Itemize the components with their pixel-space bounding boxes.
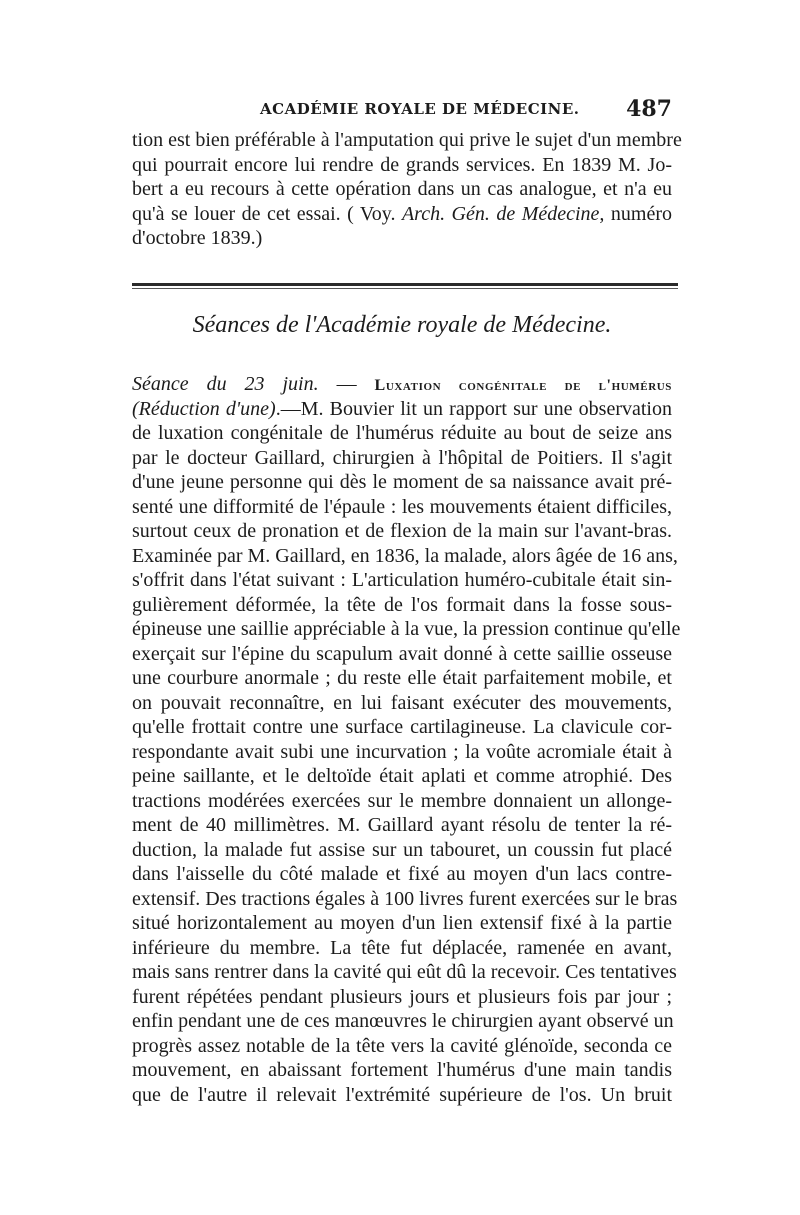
seance-date: Séance du 23 juin. bbox=[132, 373, 319, 395]
running-title: ACADÉMIE ROYALE DE MÉDECINE. bbox=[260, 100, 580, 118]
text-line: peine saillante, et le deltoïde était aplati et comme atrophié. Des bbox=[132, 765, 672, 787]
text-line: bert a eu recours à cette opération dans un cas analogue, et n'a eu bbox=[132, 178, 672, 200]
text-line: épineuse une saillie appréciable à la vue, la pression continue qu'elle bbox=[132, 618, 681, 640]
text-line: tion est bien préférable à l'amputation qui prive le sujet d'un membre bbox=[132, 129, 682, 151]
text-line: d'octobre 1839.) bbox=[132, 227, 263, 249]
heading-dash: — bbox=[318, 373, 375, 395]
citation-prefix: qu'à se louer de cet essai. ( Voy. bbox=[132, 202, 402, 225]
seance-subheading: (Réduction d'une) bbox=[132, 397, 276, 420]
page-number: 487 bbox=[626, 96, 672, 122]
text-line: surtout ceux de pronation et de flexion de la main sur l'avant-bras. bbox=[132, 520, 672, 542]
seance-heading-caps: Luxation congénitale de l'humérus bbox=[374, 377, 673, 394]
text-line: ment de 40 millimètres. M. Gaillard ayant résolu de tenter la ré- bbox=[132, 814, 672, 836]
text-line: de luxation congénitale de l'humérus réduite au bout de seize ans bbox=[132, 422, 672, 444]
section-divider bbox=[132, 283, 678, 291]
text-line: senté une difformité de l'épaule : les mouvements étaient difficiles, bbox=[132, 495, 672, 518]
text-line: on pouvait reconnaître, en lui faisant exécuter des mouvements, bbox=[132, 691, 672, 714]
divider-thick-rule bbox=[132, 283, 678, 286]
text-line: furent répétées pendant plusieurs jours et plusieurs fois par jour ; bbox=[132, 985, 672, 1008]
text-line: une courbure anormale ; du reste elle était parfaitement mobile, et bbox=[132, 667, 672, 689]
text-line: s'offrit dans l'état suivant : L'articulation huméro-cubitale était sin- bbox=[132, 569, 672, 591]
text-line: qu'elle frottait contre une surface cartilagineuse. La clavicule cor- bbox=[132, 716, 672, 738]
text-line: gulièrement déformée, la tête de l'os formait dans la fosse sous- bbox=[132, 593, 672, 616]
page-header bbox=[132, 96, 672, 124]
text-line: inférieure du membre. La tête fut déplacée, ramenée en avant, bbox=[132, 936, 672, 959]
text-line: mais sans rentrer dans la cavité qui eût dû la recevoir. Ces tentatives bbox=[132, 961, 677, 983]
text-line: respondante avait subi une incurvation ; la voûte acromiale était à bbox=[132, 740, 672, 763]
text-line: tractions modérées exercées sur le membre donnaient un allonge- bbox=[132, 789, 672, 812]
citation-journal: Arch. Gén. de Médecine, bbox=[401, 202, 605, 225]
text-line bbox=[132, 202, 672, 227]
text-line: dans l'aisselle du côté malade et fixé au moyen d'un lacs contre- bbox=[132, 863, 672, 885]
text-line: par le docteur Gaillard, chirurgien à l'hôpital de Poitiers. Il s'agit bbox=[132, 446, 672, 469]
seance-paragraph bbox=[132, 372, 681, 1107]
text-line: que de l'autre il relevait l'extrémité supérieure de l'os. Un bruit bbox=[132, 1083, 672, 1106]
text-line: qui pourrait encore lui rendre de grands services. En 1839 M. Jo- bbox=[132, 153, 672, 176]
text-line: progrès assez notable de la tête vers la cavité glénoïde, seconda ce bbox=[132, 1034, 672, 1057]
text-line: enfin pendant une de ces manœuvres le chirurgien ayant observé un bbox=[132, 1010, 674, 1032]
section-title: Séances de l'Académie royale de Médecine. bbox=[192, 312, 612, 338]
seance-heading-line bbox=[132, 372, 672, 397]
text-line: exerçait sur l'épine du scapulum avait donné à cette saillie osseuse bbox=[132, 642, 672, 665]
first-line-tail: .—M. Bouvier lit un rapport sur une observation bbox=[275, 397, 672, 420]
text-line: Examinée par M. Gaillard, en 1836, la malade, alors âgée de 16 ans, bbox=[132, 544, 678, 567]
text-line: mouvement, en abaissant fortement l'humérus d'une main tandis bbox=[132, 1059, 672, 1081]
top-paragraph bbox=[132, 128, 682, 251]
text-line: duction, la malade fut assise sur un tabouret, un coussin fut placé bbox=[132, 838, 672, 861]
divider-thin-rule bbox=[132, 288, 678, 289]
text-line bbox=[132, 397, 672, 422]
citation-tail: numéro bbox=[604, 202, 673, 225]
text-line: d'une jeune personne qui dès le moment de sa naissance avait pré- bbox=[132, 471, 672, 493]
text-line: extensif. Des tractions égales à 100 livres furent exercées sur le bras bbox=[132, 887, 678, 910]
text-line: situé horizontalement au moyen d'un lien extensif fixé à la partie bbox=[132, 912, 672, 934]
